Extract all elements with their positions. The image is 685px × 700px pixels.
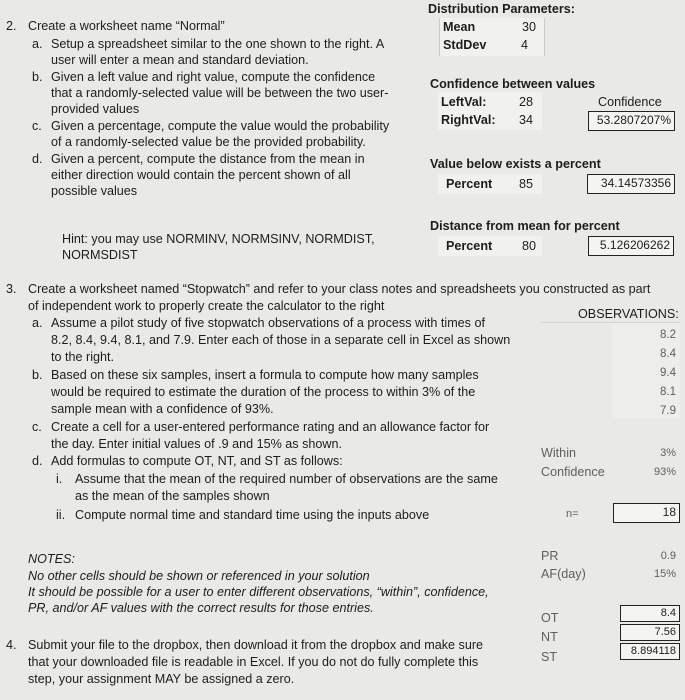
s2-item-c-line1: Given a percentage, compute the value would the probability [51, 119, 390, 133]
s2-item-b-line2: that a randomly-selected value will be between the two user- [51, 86, 389, 100]
section3-number: 3. [6, 282, 17, 296]
ot-label: OT [541, 611, 559, 625]
s3-item-b-line1: Based on these six samples, insert a formula to compute how many samples [51, 368, 479, 382]
nt-result: 7.56 [620, 624, 680, 641]
within-label: Within [541, 446, 576, 460]
s2-item-c-label: c. [32, 119, 42, 133]
notes-line2: It should be possible for a user to enter different observations, “within”, confidence, [28, 585, 489, 599]
nt-label: NT [541, 630, 558, 644]
s3-item-a-label: a. [32, 316, 43, 330]
distance-title: Distance from mean for percent [430, 219, 620, 233]
section4-number: 4. [6, 638, 17, 652]
mean-value[interactable]: 30 [521, 20, 536, 34]
s2-item-d-label: d. [32, 152, 43, 166]
value-below-title: Value below exists a percent [430, 157, 601, 171]
confidence-header: Confidence [598, 95, 662, 109]
s3-item-d-line1: Add formulas to compute OT, NT, and ST as follows: [51, 454, 343, 468]
s2-item-d-line2: either direction would contain the percent shown of all [51, 168, 351, 182]
s3-item-b-line2: would be required to estimate the duration of the process to within 3% of the [51, 385, 476, 399]
s3-item-d-label: d. [32, 454, 43, 468]
value-below-percent-label: Percent [446, 177, 493, 191]
s3-subitem-i-label: i. [56, 472, 63, 486]
section4-line2: that your downloaded file is readable in Excel. If you do not do fully complete this [28, 655, 479, 669]
confidence-between-title: Confidence between values [430, 77, 596, 91]
s2-item-a-line1: Setup a spreadsheet similar to the one shown to the right. A [51, 37, 385, 51]
s3-item-b-label: b. [32, 368, 43, 382]
s3-subitem-ii-line1: Compute normal time and standard time using the inputs above [75, 508, 430, 522]
notes-title: NOTES: [28, 552, 75, 566]
section2-number: 2. [6, 19, 17, 33]
mean-label: Mean [443, 20, 476, 34]
obs-grid-line [540, 322, 680, 323]
obs-value[interactable]: 8.4 [660, 348, 676, 360]
stddev-label: StdDev [443, 38, 487, 52]
s3-item-a-line3: to the right. [51, 350, 115, 364]
leftval-label: LeftVal: [441, 95, 487, 109]
ot-result: 8.4 [620, 605, 680, 622]
section3-intro-line1: Create a worksheet named “Stopwatch” and refer to your class notes and spreadsheets you constructed as part [28, 282, 651, 296]
s2-item-d-line1: Given a percent, compute the distance from the mean in [51, 152, 365, 166]
section4-line1: Submit your file to the dropbox, then download it from the dropbox and make sure [28, 638, 484, 652]
dist-params-title: Distribution Parameters: [428, 2, 575, 16]
rightval-value[interactable]: 34 [518, 113, 533, 127]
obs-value[interactable]: 7.9 [660, 405, 676, 417]
st-result: 8.894118 [620, 643, 680, 660]
distance-result: 5.126206262 [588, 236, 674, 256]
s3-subitem-i-line1: Assume that the mean of the required number of observations are the same [75, 472, 498, 486]
section3-intro-line2: of independent work to properly create the calculator to the right [28, 299, 385, 313]
pr-value[interactable]: 0.9 [660, 550, 676, 562]
section2-title: Create a worksheet name “Normal” [28, 19, 225, 33]
obs-value[interactable]: 8.2 [660, 329, 676, 341]
s2-item-c-line2: of a randomly-selected value be the provided probability. [51, 135, 366, 149]
notes-line1: No other cells should be shown or referenced in your solution [28, 569, 370, 583]
s3-item-c-label: c. [32, 420, 42, 434]
s2-item-b-label: b. [32, 70, 43, 84]
rightval-label: RightVal: [441, 113, 496, 127]
value-below-result: 34.14573356 [587, 174, 675, 194]
hint-line2: NORMSDIST [62, 248, 138, 262]
hint-line1: Hint: you may use NORMINV, NORMSINV, NORMDIST, [62, 232, 375, 246]
s3-item-c-line1: Create a cell for a user-entered performance rating and an allowance factor for [51, 420, 490, 434]
s3-subitem-ii-label: ii. [56, 508, 66, 522]
s2-item-b-line1: Given a left value and right value, compute the confidence [51, 70, 376, 84]
s2-item-a-label: a. [32, 37, 43, 51]
stddev-value[interactable]: 4 [520, 38, 528, 52]
n-label: n= [566, 508, 579, 520]
s3-item-c-line2: the day. Enter initial values of .9 and 15% as shown. [51, 437, 342, 451]
s3-item-a-line1: Assume a pilot study of five stopwatch observations of a process with times of [51, 316, 485, 330]
af-value[interactable]: 15% [653, 568, 676, 580]
observations-title: OBSERVATIONS: [578, 307, 679, 321]
af-label: AF(day) [541, 567, 586, 581]
confidence-result: 53.2807207% [588, 111, 675, 131]
st-label: ST [541, 650, 558, 664]
obs-value[interactable]: 9.4 [660, 367, 676, 379]
leftval-value[interactable]: 28 [518, 95, 533, 109]
s2-item-b-line3: provided values [51, 102, 140, 116]
n-result: 18 [613, 503, 680, 523]
confidence-label: Confidence [541, 465, 605, 479]
s3-item-b-line3: sample mean with a confidence of 93%. [51, 402, 274, 416]
within-value[interactable]: 3% [660, 447, 676, 459]
confidence-value[interactable]: 93% [653, 466, 676, 478]
section4-line3: step, your assignment MAY be assigned a zero. [28, 672, 295, 686]
value-below-percent-value[interactable]: 85 [518, 177, 533, 191]
notes-line3: PR, and/or AF values with the correct results for those entries. [28, 601, 374, 615]
s3-item-a-line2: 8.2, 8.4, 9.4, 8.1, and 7.9. Enter each of those in a separate cell in Excel as shown [51, 333, 511, 347]
distance-percent-label: Percent [446, 239, 493, 253]
s2-item-d-line3: possible values [51, 184, 138, 198]
pr-label: PR [541, 549, 559, 563]
s2-item-a-line2: user will enter a mean and standard deviation. [51, 53, 309, 67]
s3-subitem-i-line2: as the mean of the samples shown [75, 489, 270, 503]
distance-percent-value[interactable]: 80 [521, 239, 536, 253]
obs-value[interactable]: 8.1 [660, 386, 676, 398]
